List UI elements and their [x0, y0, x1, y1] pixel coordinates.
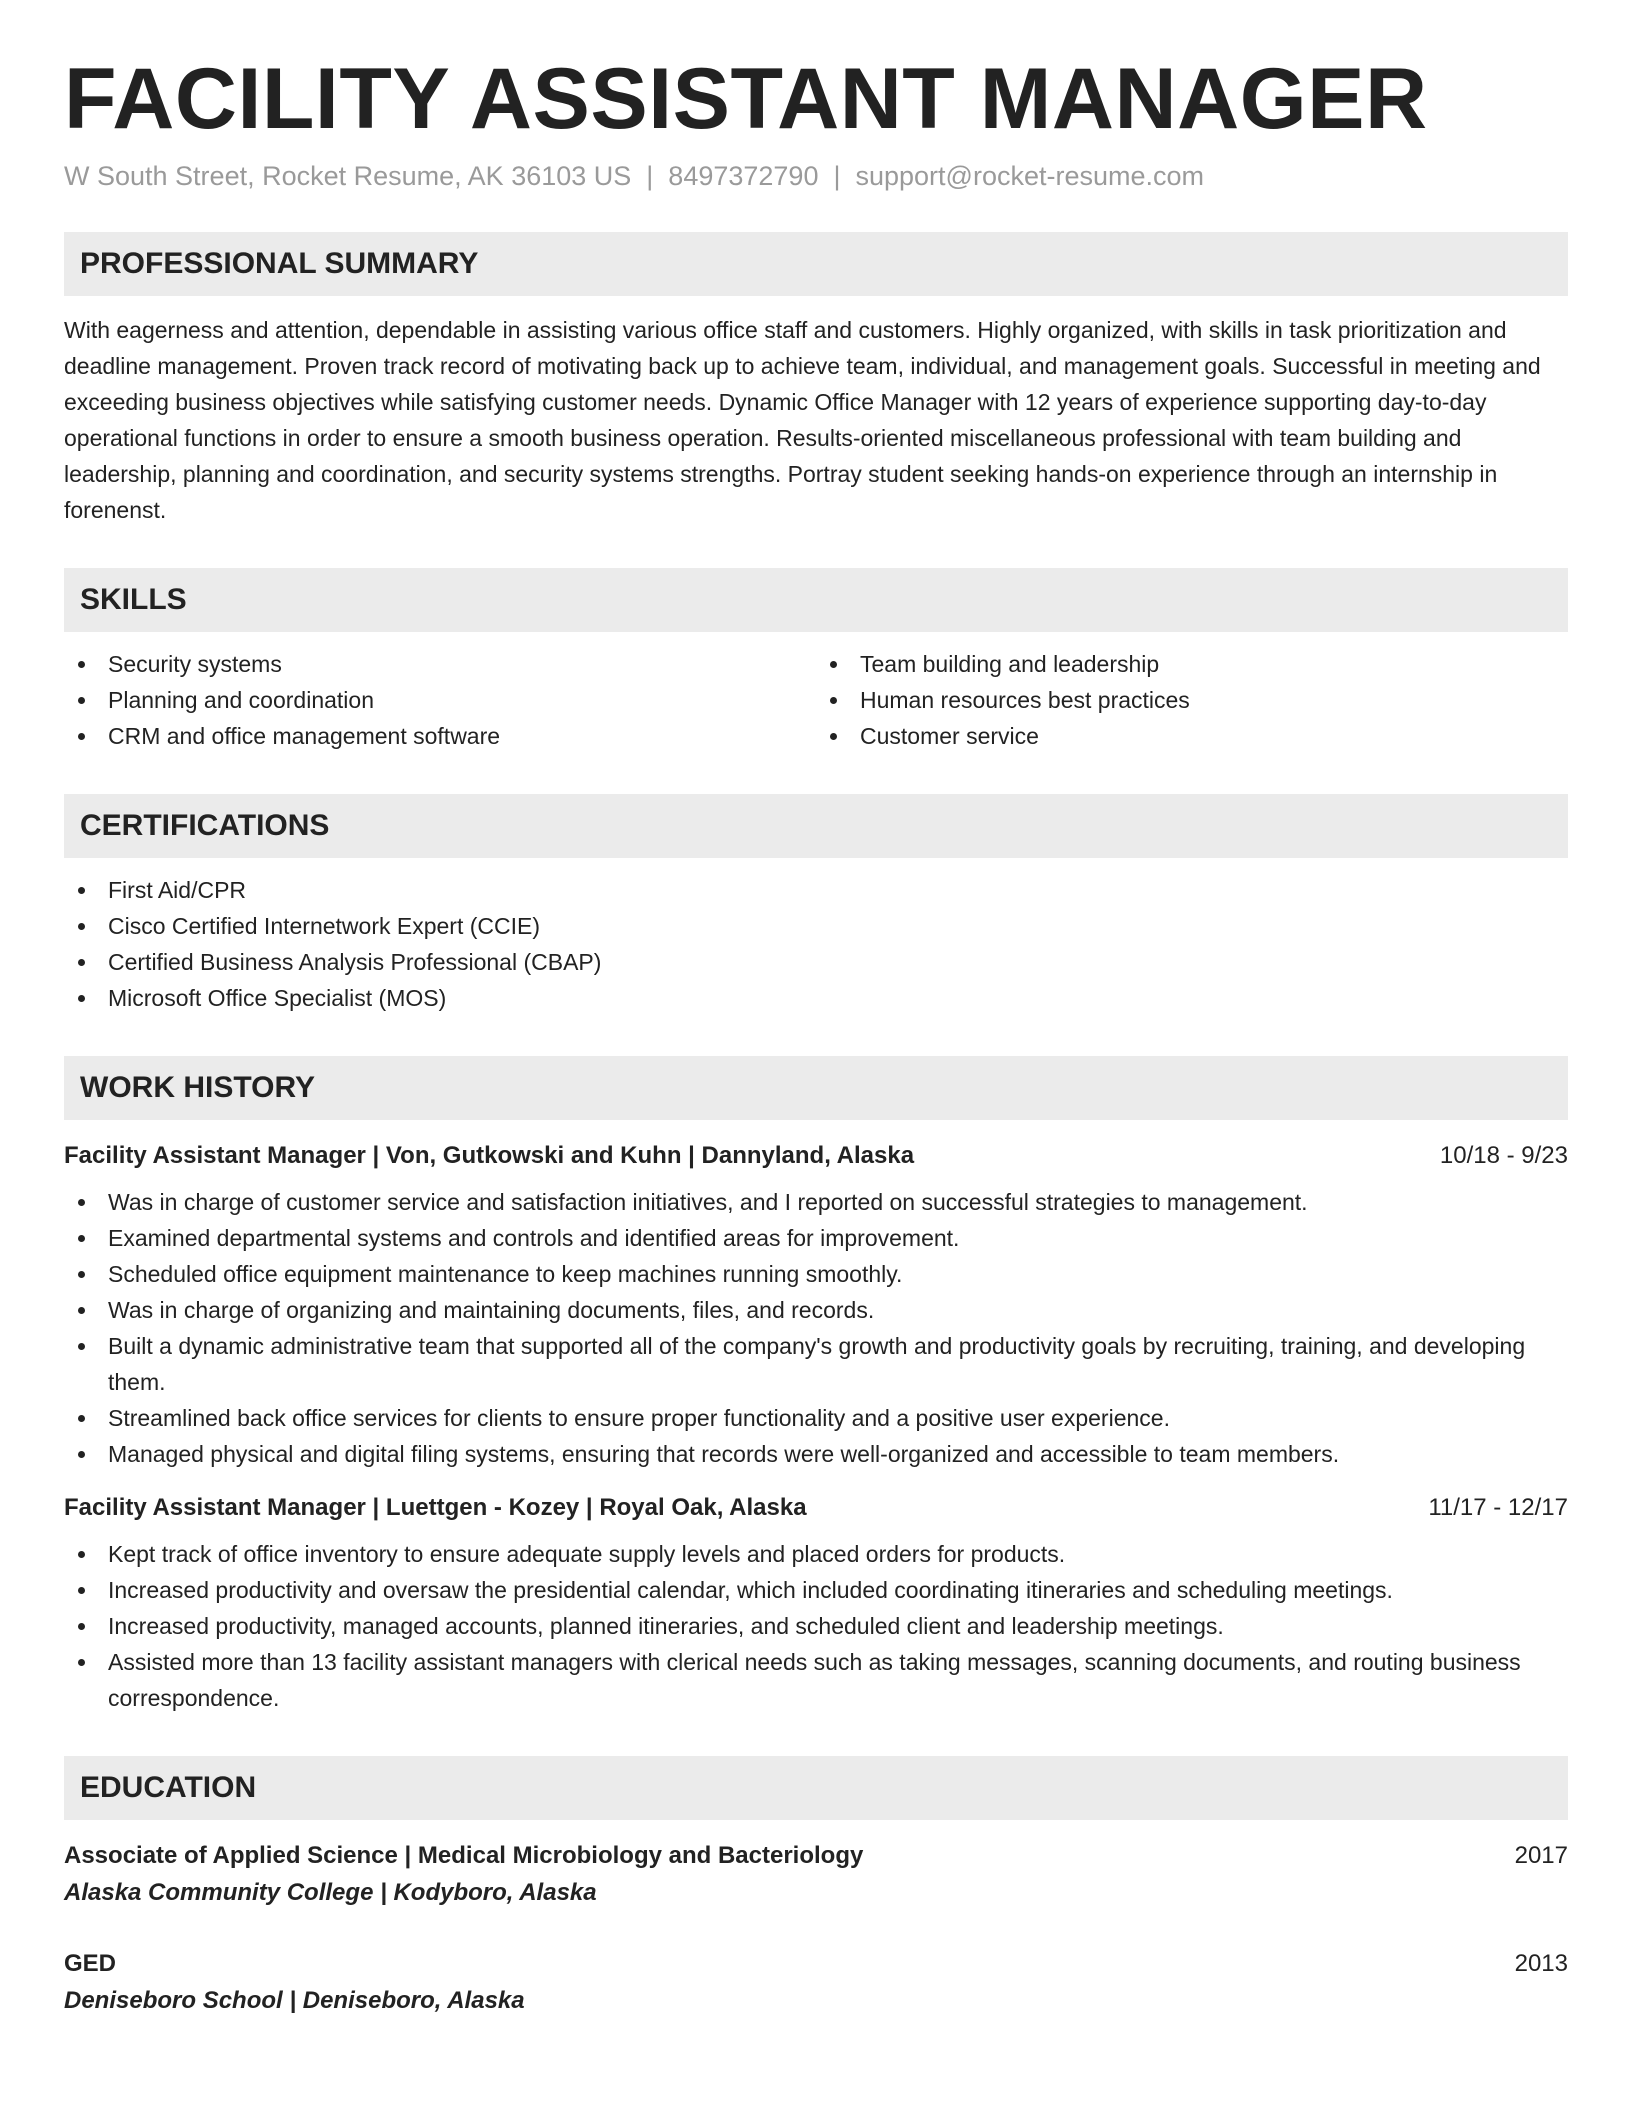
- bullet-icon: [78, 1659, 85, 1666]
- job-dates: 10/18 - 9/23: [1439, 1141, 1568, 1169]
- bullet-icon: [78, 733, 85, 740]
- bullet-icon: [78, 887, 85, 894]
- section-header-certifications: CERTIFICATIONS: [64, 794, 1568, 858]
- job-bullet-text: Scheduled office equipment maintenance to keep machines running smoothly.: [108, 1260, 903, 1287]
- certification-item: [64, 944, 1568, 980]
- education-year: 2013: [1514, 1949, 1568, 1977]
- skill-item: [64, 718, 816, 754]
- education-entry: [64, 1946, 1568, 2020]
- job-bullet-text: Built a dynamic administrative team that supported all of the company's growth and productivity goals by recruiting, training, and developing them.: [108, 1332, 1526, 1395]
- skill-label: Human resources best practices: [860, 686, 1190, 713]
- bullet-icon: [78, 923, 85, 930]
- job-entry: [64, 1138, 1568, 1472]
- job-bullet-text: Examined departmental systems and controls and identified areas for improvement.: [108, 1224, 960, 1251]
- skill-item: [816, 682, 1568, 718]
- certification-item: [64, 872, 1568, 908]
- job-entry: [64, 1490, 1568, 1716]
- certifications-list: [64, 872, 1568, 1016]
- contact-line: [64, 161, 1568, 192]
- skill-item: [816, 718, 1568, 754]
- skill-label: Customer service: [860, 722, 1039, 749]
- job-bullet-text: Increased productivity and oversaw the presidential calendar, which included coordinating itineraries and scheduling meetings.: [108, 1576, 1393, 1603]
- bullet-icon: [78, 1415, 85, 1422]
- bullet-icon: [78, 1271, 85, 1278]
- education-degree: Associate of Applied Science | Medical Microbiology and Bacteriology: [64, 1841, 864, 1869]
- job-bullet: [64, 1644, 1568, 1716]
- skills-column-left: [64, 646, 816, 754]
- skill-item: [64, 682, 816, 718]
- education-school: Deniseboro School | Deniseboro, Alaska: [64, 1986, 525, 2014]
- skill-item: [64, 646, 816, 682]
- contact-email[interactable]: support@rocket-resume.com: [855, 160, 1205, 191]
- bullet-icon: [78, 661, 85, 668]
- education-year: 2017: [1514, 1841, 1568, 1869]
- bullet-icon: [78, 1199, 85, 1206]
- job-bullet: [64, 1328, 1568, 1400]
- bullet-icon: [78, 1623, 85, 1630]
- bullet-icon: [78, 1587, 85, 1594]
- job-bullet-text: Was in charge of customer service and satisfaction initiatives, and I reported on successful strategies to management.: [108, 1188, 1308, 1215]
- job-bullet: [64, 1184, 1568, 1220]
- education-header: [64, 1838, 1568, 1874]
- job-bullet: [64, 1572, 1568, 1608]
- skill-label: Planning and coordination: [108, 686, 374, 713]
- resume-name: FACILITY ASSISTANT MANAGER: [64, 51, 1428, 147]
- job-header: [64, 1490, 1568, 1526]
- section-header-education: EDUCATION: [64, 1756, 1568, 1820]
- bullet-icon: [78, 1235, 85, 1242]
- job-bullet: [64, 1436, 1568, 1472]
- contact-separator: |: [833, 160, 841, 191]
- skills-list: [64, 632, 1568, 754]
- job-bullet-text: Managed physical and digital filing systems, ensuring that records were well-organized and accessible to team members.: [108, 1440, 1340, 1467]
- bullet-icon: [78, 697, 85, 704]
- job-bullet: [64, 1536, 1568, 1572]
- job-bullet-text: Increased productivity, managed accounts, planned itineraries, and scheduled client and leadership meetings.: [108, 1612, 1224, 1639]
- bullet-icon: [830, 661, 837, 668]
- bullet-icon: [830, 733, 837, 740]
- job-bullet: [64, 1220, 1568, 1256]
- job-bullet-text: Streamlined back office services for clients to ensure proper functionality and a positive user experience.: [108, 1404, 1170, 1431]
- contact-phone: 8497372790: [668, 160, 819, 191]
- certification-item: [64, 908, 1568, 944]
- job-dates: 11/17 - 12/17: [1428, 1493, 1568, 1521]
- certification-label: Cisco Certified Internetwork Expert (CCIE): [108, 912, 541, 939]
- job-bullet: [64, 1292, 1568, 1328]
- bullet-icon: [78, 1451, 85, 1458]
- section-header-work-history: WORK HISTORY: [64, 1056, 1568, 1120]
- job-bullet-text: Was in charge of organizing and maintaining documents, files, and records.: [108, 1296, 875, 1323]
- contact-address: W South Street, Rocket Resume, AK 36103 US: [64, 160, 632, 191]
- skill-label: Security systems: [108, 650, 282, 677]
- bullet-icon: [78, 1343, 85, 1350]
- job-bullets: [64, 1184, 1568, 1472]
- certification-item: [64, 980, 1568, 1016]
- job-title: Facility Assistant Manager | Luettgen - Kozey | Royal Oak, Alaska: [64, 1493, 807, 1521]
- summary-text: With eagerness and attention, dependable in assisting various office staff and customers. Highly organized, with skills in task prioritization and deadline management. Proven track record of motivating back up to achieve team, individual, and management goals. Successful in meeting and exceeding business objectives while satisfying customer needs. Dynamic Office Manager with 12 years of experience supporting day-to-day operational functions in order to ensure a smooth business operation. Results-oriented miscellaneous professional with team building and leadership, planning and coordination, and security systems strengths. Portray student seeking hands-on experience through an internship in forenenst.: [64, 316, 1541, 523]
- job-bullets: [64, 1536, 1568, 1716]
- skill-item: [816, 646, 1568, 682]
- section-header-summary: PROFESSIONAL SUMMARY: [64, 232, 1568, 296]
- certification-label: Certified Business Analysis Professional (CBAP): [108, 948, 602, 975]
- certification-label: First Aid/CPR: [108, 876, 247, 903]
- skills-column-right: [816, 646, 1568, 754]
- job-bullet: [64, 1608, 1568, 1644]
- skill-label: Team building and leadership: [860, 650, 1160, 677]
- education-header: [64, 1946, 1568, 1982]
- bullet-icon: [78, 1551, 85, 1558]
- skill-label: CRM and office management software: [108, 722, 501, 749]
- job-bullet-text: Assisted more than 13 facility assistant managers with clerical needs such as taking messages, scanning documents, and routing business correspondence.: [108, 1648, 1521, 1711]
- job-bullet-text: Kept track of office inventory to ensure adequate supply levels and placed orders for products.: [108, 1540, 1066, 1567]
- contact-separator: |: [646, 160, 654, 191]
- bullet-icon: [78, 995, 85, 1002]
- section-header-skills: SKILLS: [64, 568, 1568, 632]
- bullet-icon: [78, 1307, 85, 1314]
- bullet-icon: [830, 697, 837, 704]
- job-bullet: [64, 1400, 1568, 1436]
- bullet-icon: [78, 959, 85, 966]
- education-entry: [64, 1838, 1568, 1912]
- certification-label: Microsoft Office Specialist (MOS): [108, 984, 447, 1011]
- job-bullet: [64, 1256, 1568, 1292]
- job-header: [64, 1138, 1568, 1174]
- education-degree: GED: [64, 1949, 117, 1977]
- job-title: Facility Assistant Manager | Von, Gutkowski and Kuhn | Dannyland, Alaska: [64, 1141, 915, 1169]
- education-school: Alaska Community College | Kodyboro, Alaska: [64, 1878, 597, 1906]
